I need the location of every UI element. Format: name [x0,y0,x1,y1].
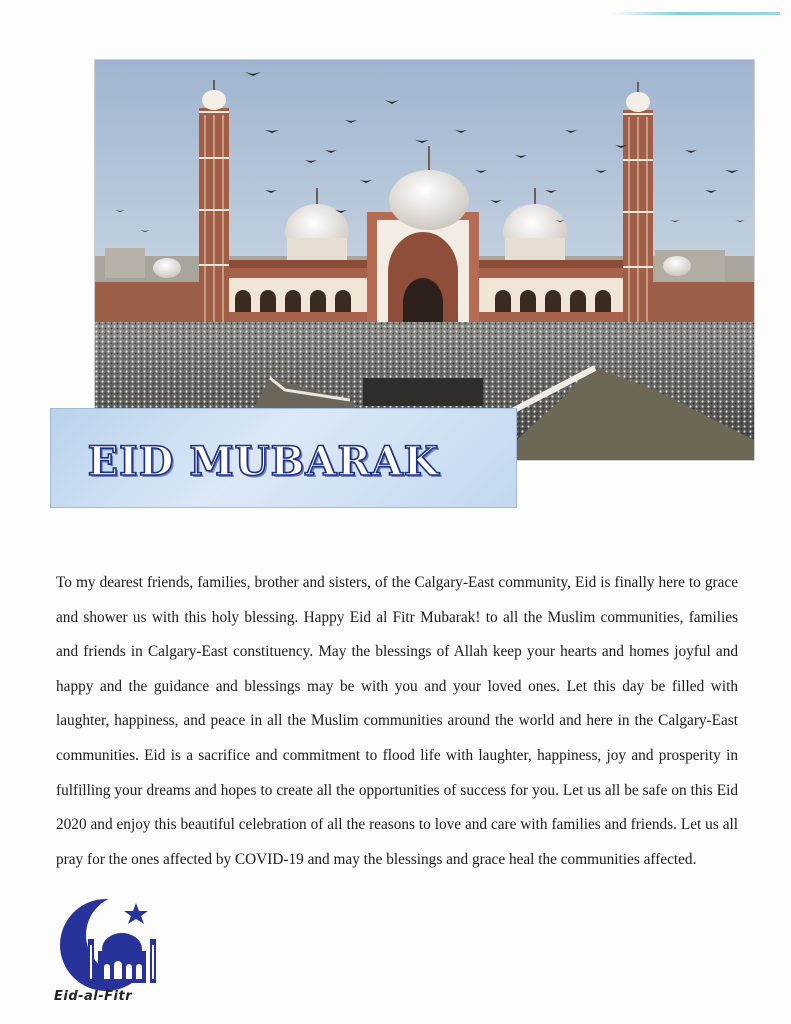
logo-caption: Eid-al-Fitr [54,989,133,1004]
scan-artifact-line [612,12,780,15]
title-banner [50,408,517,508]
eid-message-body: To my dearest friends, families, brother and sisters, of the Calgary-East community, Eid is finally here to grace and shower us with this holy blessing. Happy Eid al Fitr Mubarak! to all the Muslim communities, families and friends in Calgary-East constituency. May the blessings of Allah keep your hearts and homes joyful and happy and the guidance and blessings may be with you and your loved ones. Let this day be filled with laughter, happiness, and peace in all the Muslim communities around the world and here in the Calgary-East communities. Eid is a sacrifice and commitment to flood life with laughter, happiness, joy and prosperity in fulfilling your dreams and hopes to create all the opportunities of success for you. Let us all be safe on this Eid 2020 and enjoy this beautiful celebration of all the reasons to love and care with families and friends. Let us all pray for the ones affected by COVID-19 and may the blessings and grace heal the communities affected. [56,574,738,868]
mosque-photo [94,59,755,461]
banner-title: EID MUBARAK [87,437,440,485]
